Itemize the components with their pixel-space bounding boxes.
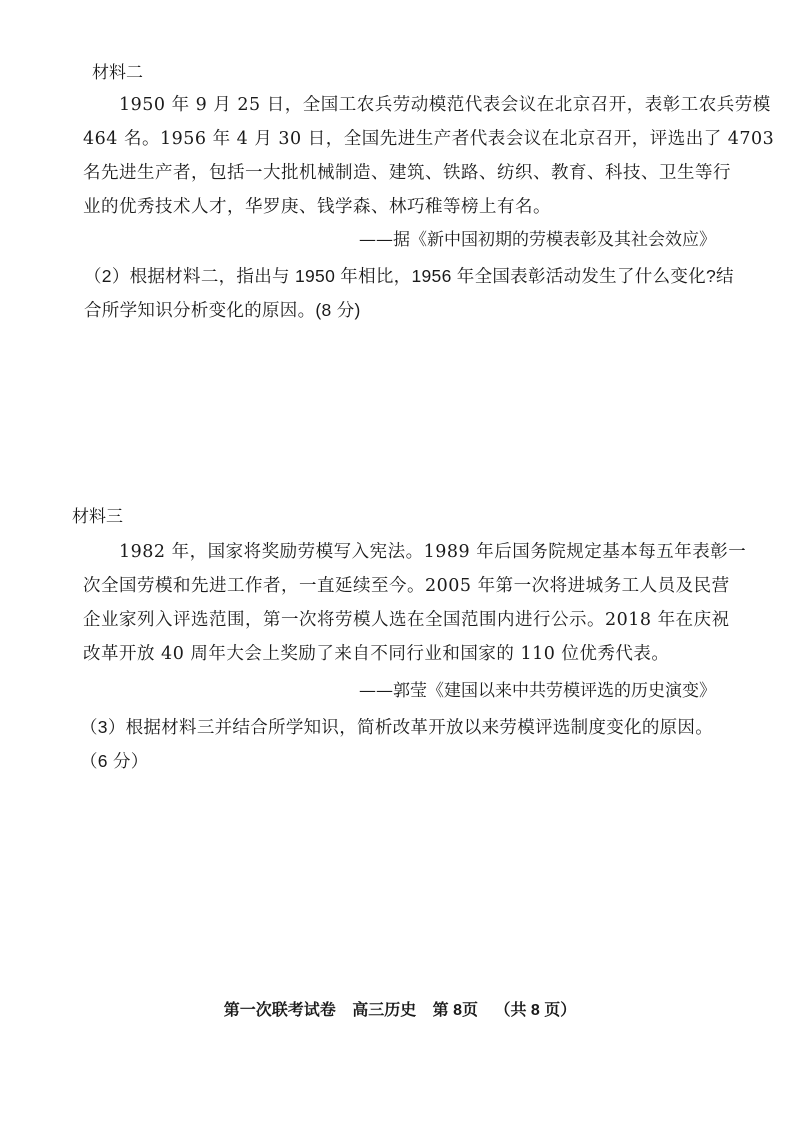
footer-page-number: 第 8页 — [432, 1002, 479, 1019]
material-3-line: 企业家列入评选范围，第一次将劳模人选在全国范围内进行公示。2018 年在庆祝 — [83, 610, 730, 630]
material-3-line: 1982 年，国家将奖励劳模写入宪法。1989 年后国务院规定基本每五年表彰一 — [119, 542, 747, 562]
material-3-source: ——郭莹《建国以来中共劳模评选的历史演变》 — [359, 681, 716, 701]
question-2-line: （2）根据材料二，指出与 1950 年相比，1956 年全国表彰活动发生了什么变化?结 — [84, 266, 734, 286]
material-3-label: 材料三 — [72, 507, 123, 527]
material-2-line: 464 名。1956 年 4 月 30 日，全国先进生产者代表会议在北京召开，评选出了 4703 — [83, 129, 775, 149]
question-3 — [80, 710, 720, 778]
material-3-line: 改革开放 40 周年大会上奖励了来自不同行业和国家的 110 位优秀代表。 — [83, 644, 670, 664]
footer-exam-name: 第一次联考试卷 — [223, 1002, 336, 1019]
question-3-line: （3）根据材料三并结合所学知识，简析改革开放以来劳模评选制度变化的原因。 — [80, 717, 714, 737]
material-2-line: 业的优秀技术人才，华罗庚、钱学森、林巧稚等榜上有名。 — [83, 197, 551, 217]
material-2-line: 名先进生产者，包括一大批机械制造、建筑、铁路、纺织、教育、科技、卫生等行 — [83, 163, 731, 183]
question-3-line: （6 分） — [80, 751, 149, 771]
page-footer — [0, 1000, 800, 1022]
material-3-body — [83, 535, 747, 671]
question-2 — [84, 259, 734, 327]
material-2-source: ——据《新中国初期的劳模表彰及其社会效应》 — [359, 230, 716, 250]
material-2-label: 材料二 — [92, 63, 143, 83]
material-2-line: 1950 年 9 月 25 日，全国工农兵劳动模范代表会议在北京召开，表彰工农兵劳模 — [119, 95, 771, 115]
material-3-line: 次全国劳模和先进工作者，一直延续至今。2005 年第一次将进城务工人员及民营 — [83, 576, 730, 596]
material-2-body — [83, 88, 775, 224]
footer-total-pages: （共 8 页） — [494, 1002, 577, 1019]
footer-subject: 高三历史 — [352, 1002, 417, 1019]
question-2-line: 合所学知识分析变化的原因。(8 分) — [84, 300, 361, 320]
